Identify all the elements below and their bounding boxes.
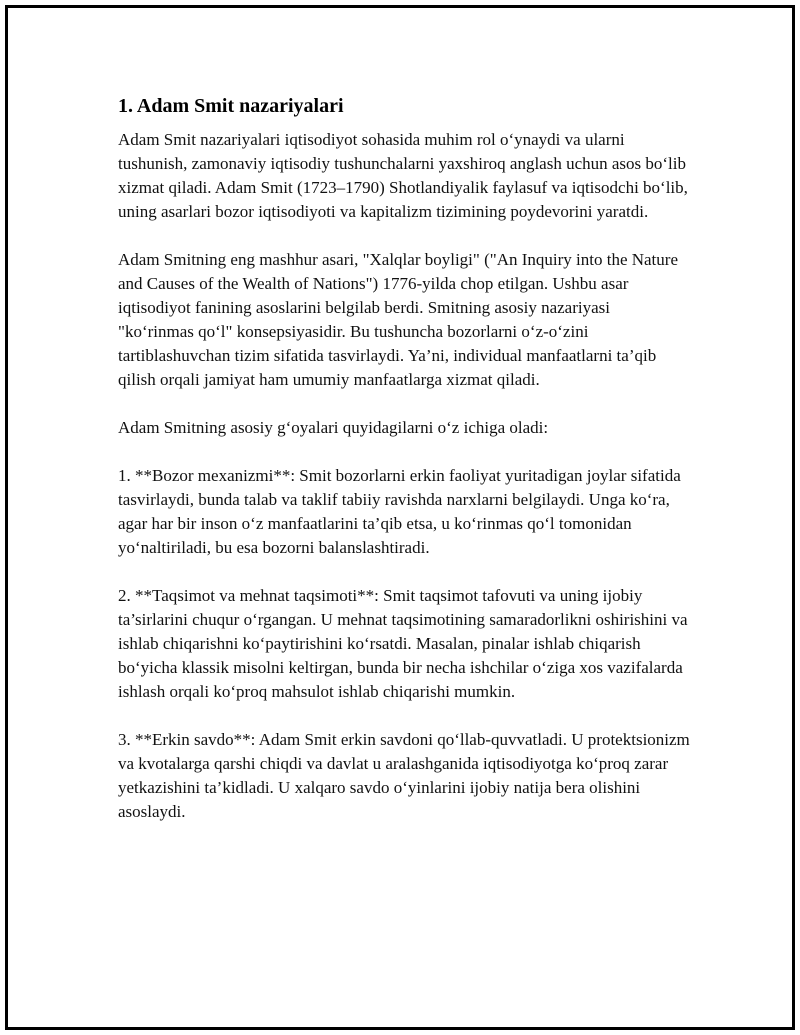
list-item-free-trade: 3. **Erkin savdo**: Adam Smit erkin savdoni qo‘llab-quvvatladi. U protektsionizm va kvotalarga qarshi chiqdi va davlat u aralashganida iqtisodiyotga ko‘proq zarar yetkazishini ta’kidladi. U xalqaro savdo o‘yinlarini ijobiy natija bera olishini asoslaydi. [118,730,690,821]
paragraph-main-ideas: Adam Smitning asosiy g‘oyalari quyidagilarni o‘z ichiga oladi: [118,418,549,437]
paragraph-intro: Adam Smit nazariyalari iqtisodiyot sohasida muhim rol o‘ynaydi va ularni tushunish, zamonaviy iqtisodiy tushunchalarni yaxshiroq anglash uchun asos bo‘lib xizmat qiladi. Adam Smit (1723–1790) Shotlandiyalik faylasuf va iqtisodchi bo‘lib, uning asarlari bozor iqtisodiyoti va kapitalizm tizimining poydevorini yaratdi. [118,130,688,221]
list-item-division-of-labor: 2. **Taqsimot va mehnat taqsimoti**: Smit taqsimot tafovuti va uning ijobiy ta’sirlarini chuqur o‘rgangan. U mehnat taqsimotining samaradorlikni oshirishini va ishlab chiqarishni ko‘paytirishini ko‘rsatdi. Masalan, pinalar ishlab chiqarish bo‘yicha klassik misolni keltirgan, bunda bir necha ishchilar o‘ziga xos vazifalarda ishlash orqali ko‘proq mahsulot ishlab chiqarishi mumkin. [118,586,688,701]
list-item-market-mechanism: 1. **Bozor mexanizmi**: Smit bozorlarni erkin faoliyat yuritadigan joylar sifatida tasvirlaydi, bunda talab va taklif tabiiy ravishda narxlarni belgilaydi. Unga ko‘ra, agar har bir inson o‘z manfaatlarini ta’qib etsa, u ko‘rinmas qo‘l tomonidan yo‘naltiriladi, bu esa bozorni balanslashtiradi. [118,466,681,557]
paragraph-wealth-of-nations: Adam Smitning eng mashhur asari, "Xalqlar boyligi" ("An Inquiry into the Nature and Causes of the Wealth of Nations") 1776-yilda chop etilgan. Ushbu asar iqtisodiyot fanining asoslarini belgilab berdi. Smitning asosiy nazariyasi "ko‘rinmas qo‘l" konsepsiyasidir. Bu tushuncha bozorlarni o‘z-o‘zini tartiblashuvchan tizim sifatida tasvirlaydi. Ya’ni, individual manfaatlarni ta’qib qilish orqali jamiyat ham umumiy manfaatlarga xizmat qiladi. [118,250,678,389]
document-body [118,94,690,848]
section-heading: 1. Adam Smit nazariyalari [118,95,344,117]
